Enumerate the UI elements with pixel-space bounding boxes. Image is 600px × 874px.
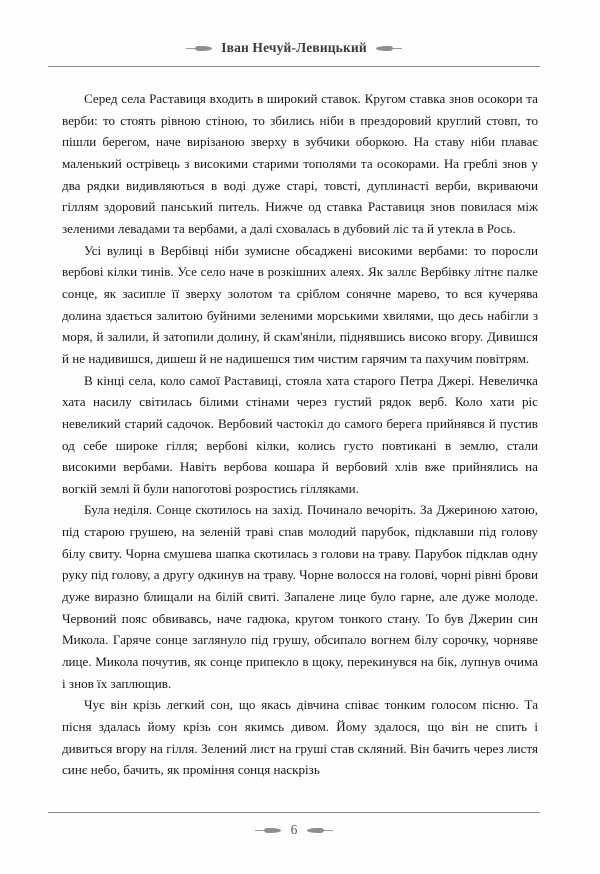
page-footer bbox=[48, 820, 540, 840]
header-divider-rule bbox=[48, 66, 540, 67]
paragraph: В кінці села, коло самої Раставиці, стояла хата старого Петра Джері. Невеличка хата насилу світилась білими стінами через густий рядок верб. Коло хати ріс невеликий старий садочок. Вербовий частокіл до самого берега прийнявся й пустив од себе широке гілля; вербові кілки, колись густо повтикані в землю, стали високими вербами. Навіть вербова кошара й вербовий хлів вже прийнялись на вогкій землі й були напоготові розростись гілляками. bbox=[62, 372, 538, 496]
leaf-ornament-left-icon bbox=[186, 44, 212, 53]
page-number: 6 bbox=[290, 822, 298, 837]
book-author-title: Іван Нечуй-Левицький bbox=[221, 40, 367, 55]
running-header-inner bbox=[48, 38, 540, 58]
footer-divider-rule bbox=[48, 812, 540, 813]
paragraph: Була неділя. Сонце скотилось на захід. Починало вечоріть. За Джериною хатою, під старою грушею, на зеленій траві спав молодий парубок, підклавши під голову білу свиту. Чорна смушева шапка скотилась з голови на траву. Парубок підклав одну руку під голову, а другу одкинув на траву. Чорне волосся на голові, чорні рівні брови дуже виразно блищали на білій свиті. Запалене лице було гарне, але дуже молоде. Червоний пояс обвивавсь, наче гадюка, кругом тонкого стану. То був Джерин син Микола. Гаряче сонце заглянуло під грушу, обсипало вогнем білу сорочку, чорняве лице. Микола почутив, як сонце припекло в щоку, перекинувся на бік, лупнув очима і знов їх заплющив. bbox=[62, 502, 538, 691]
leaf-ornament-left-icon bbox=[255, 826, 281, 835]
leaf-ornament-right-icon bbox=[376, 44, 402, 53]
running-header bbox=[48, 38, 540, 58]
paragraph: Усі вулиці в Вербівці ніби зумисне обсаджені високими вербами: то поросли вербові кілки тинів. Усе село наче в розкішних алеях. Як заллє Вербівку літнє палке сонце, як засипле її зверху золотом та сріблом сонячне марево, то вся кучерява долина здається залитою буйними зеленими морськими хвилями, що десь набігли з моря, й залили, й затопили долину, й скам'яніли, піднявшись високо вгору. Дивишся й не надивишся, дишеш й не надишешся тим чистим гарячим та пахучим повітрям. bbox=[62, 242, 538, 366]
paragraph: Серед села Раставиця входить в широкий ставок. Кругом ставка знов осокори та верби: то стоять рівною стіною, то збились ніби в прездоровий круглий стовп, то пішли берегом, наче вирізаною зверху в зубчики оборкою. На ставу ніби плаває маленький острівець з високими старими тополями та осокорами. На греблі знов у два рядки видивляються в воді дуже старі, товсті, дуплинасті верби, вкриваючи гіллям здоровий панський питель. Нижче од ставка Раставиця знов повилася між зеленими левадами та вербами, а далі сховалась в дубовий ліс та й утекла в Рось. bbox=[62, 91, 538, 236]
page-body-text bbox=[62, 88, 538, 781]
leaf-ornament-right-icon bbox=[307, 826, 333, 835]
paragraph: Чує він крізь легкий сон, що якась дівчина співає тонким голосом пісню. Та пісня здалась йому крізь сон якимсь дивом. Йому здалося, що він не спить і дивиться вгору на гілля. Зелений лист на груші став скляний. Він бачить через листя синє небо, бачить, як проміння сонця наскрізь bbox=[62, 697, 538, 778]
page-footer-inner bbox=[48, 820, 540, 840]
